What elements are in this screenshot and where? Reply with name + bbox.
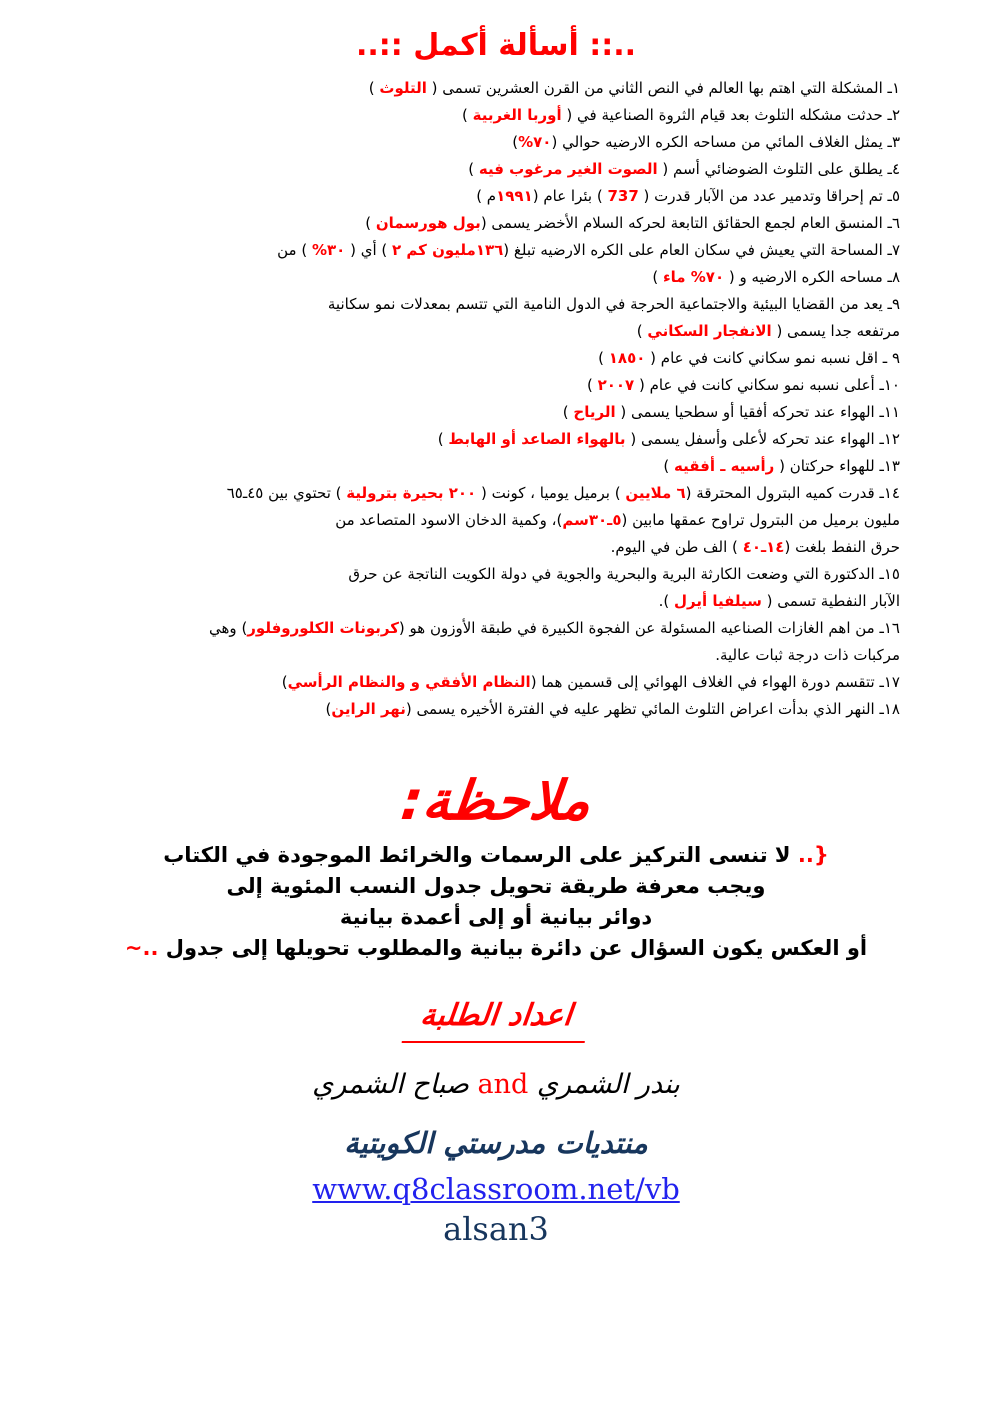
body-text: م ) [476,187,497,205]
body-text: ) برميل يوميا ، كونت ( [476,484,626,502]
body-text: ) [586,376,598,394]
body-text: دوائر بيانية أو إلى أعمدة بيانية [339,905,653,929]
body-text: ) [325,700,332,718]
body-text: ) [652,268,663,286]
answer-text: بول هورسمان [375,214,481,232]
body-text: مرتفعه جدا يسمى ( [771,322,900,340]
body-text: ١ـ المشكلة التي اهتم بها العالم في النص الثاني من القرن العشرين تسمى ( [426,79,900,97]
text-line [30,534,900,561]
text-line [30,156,900,183]
body-text: ). [658,592,675,610]
text-line [30,102,900,129]
body-text: بندر الشمري [528,1069,680,1100]
forum-url-link[interactable]: www.q8classroom.net/vb [312,1172,680,1206]
questions-list [0,63,992,723]
credits-heading [0,998,992,1043]
answer-text: رأسيه ـ أفقيه [674,457,775,475]
body-text: ) تحتوي بين ٤٥ـ٦٥ [226,484,347,502]
answer-text: كربونات الكلوروفلور [247,619,399,637]
body-text: ١١ـ الهواء عند تحركه أفقيا أو سطحيا يسمى ( [615,403,900,421]
answer-text: التلوث [379,79,427,97]
body-text: ١٣ـ للهواء حركتان ( [774,457,900,475]
credits-heading-text: اعداد الطلبة [402,998,590,1043]
body-text: ) أي ( [345,241,392,259]
body-text: ٩ـ يعد من القضايا البيئية والاجتماعية الحرجة في الدول النامية التي تتسم بمعدلات نمو سكانية [327,295,900,313]
answer-text: ٢٠٠ بحيرة بترولية [346,484,477,502]
body-text: ) [281,673,288,691]
text-line [30,210,900,237]
body-text: ٢ـ حدثت مشكله التلوث بعد قيام الثروة الصناعية في ( [561,106,900,124]
answer-text: الرياح [573,403,616,421]
body-text: ) [562,403,574,421]
body-text: ) من [277,241,312,259]
answer-text: ..~ [124,936,159,960]
body-text: ) [461,106,473,124]
answer-text: أوربا الغربية [472,106,562,124]
signature-text: alsan3 [443,1210,549,1248]
body-text: ) بئرا عام ( [532,187,608,205]
body-text: ) وهي [209,619,248,637]
text-line [30,129,900,156]
body-text: أو العكس يكون السؤال عن دائرة بيانية والمطلوب تحويلها إلى جدول [158,936,868,960]
answer-text: نهر الراين [331,700,406,718]
text-line [30,291,900,318]
text-line [30,669,900,696]
body-text: ويجب معرفة طريقة تحويل جدول النسب المئوية إلى [226,874,766,898]
text-line [30,426,900,453]
body-text: لا تنسى التركيز على الرسمات والخرائط الموجودة في الكتاب [163,843,791,867]
answer-text: {.. [790,843,829,867]
body-text: ٥ـ تم إحراقا وتدمير عدد من الآبار قدرت ( [638,187,900,205]
answer-text: 737 [607,187,639,205]
body-text: ) [636,322,648,340]
note-calligraphy-heading [0,769,992,832]
body-text: ) [365,214,376,232]
body-text: ) [437,430,449,448]
text-line [30,480,900,507]
body-text: ) [468,160,479,178]
text-line [30,615,900,642]
page-title: ..:: أسألة أكمل ::.. [355,28,637,63]
note-heading-text: ملاحظة: [398,769,594,832]
body-text: ١٧ـ تتقسم دورة الهواء في الغلاف الهوائي إلى قسمين هما ( [530,673,900,691]
body-text: صباح الشمري [312,1069,478,1100]
text-line [0,840,992,871]
body-text: )، وكمية الدخان الاسود المتصاعد من [335,511,563,529]
body-text: ١٨ـ النهر الذي بدأت اعراض التلوث المائي تظهر عليه في الفترة الأخيره يسمى ( [405,700,900,718]
answer-text: الصوت الغير مرغوب فيه [478,160,658,178]
text-line [30,642,900,669]
body-text: ) [512,133,519,151]
body-text: ١٤ـ قدرت كميه البترول المحترقة ( [685,484,900,502]
body-text: الآبار النفطية تسمى ( [761,592,900,610]
body-text: مركبات ذات درجة ثبات عالية. [715,646,900,664]
answer-text: and [477,1069,529,1100]
body-text: ٧ـ المساحة التي يعيش في سكان العام على الكره الارضيه تبلغ ( [503,241,900,259]
body-text: ٣ـ يمثل الغلاف المائي من مساحه الكره الارضيه حوالي ( [551,133,900,151]
body-text: ١٦ـ من اهم الغازات الصناعيه المسئولة عن الفجوة الكبيرة في طبقة الأوزون هو ( [398,619,900,637]
body-text: ٩ ـ اقل نسبه نمو سكاني كانت في عام ( [645,349,900,367]
answer-text: بالهواء الصاعد أو الهابط [448,430,626,448]
body-text: ١٠ـ أعلى نسبه نمو سكاني كانت في عام ( [634,376,900,394]
answer-text: النظام الأفقي و والنظام الرأسي [287,673,531,691]
body-text: ٨ـ مساحه الكره الارضيه و ( [724,268,900,286]
answer-text: ١٣٦مليون كم ٢ [392,241,504,259]
text-line [30,507,900,534]
answer-text: ٣٠% [311,241,346,259]
answer-text: ١٨٥٠ [608,349,646,367]
forum-name: منتديات مدرستي الكويتية [344,1126,648,1160]
text-line [30,318,900,345]
text-line [30,237,900,264]
text-line [30,561,900,588]
text-line [30,183,900,210]
text-line [30,345,900,372]
body-text: ١٥ـ الدكتورة التي وضعت الكارثة البرية والبحرية والجوية في دولة الكويت الناتجة عن حرق [348,565,900,583]
body-text: ١٢ـ الهواء عند تحركه لأعلى وأسفل يسمى ( [625,430,900,448]
body-text: حرق النفط بلغت ( [784,538,900,556]
answer-text: ٧٠% [518,133,552,151]
body-text: ) [663,457,675,475]
answer-text: ٦ ملايين [625,484,686,502]
text-line [0,902,992,933]
text-line [0,933,992,964]
text-line [0,871,992,902]
text-line [30,588,900,615]
text-line [30,372,900,399]
text-line [30,453,900,480]
answer-text: ١٩٩١ [496,187,533,205]
answer-text: ٥ـ٣٠سم [562,511,622,529]
text-line [30,264,900,291]
answer-text: ٧٠% ماء [662,268,725,286]
answer-text: سيلفيا أيرل [674,592,762,610]
answer-text: ٢٠٠٧ [597,376,635,394]
body-text: ٦ـ المنسق العام لجمع الحقائق التابعة لحركه السلام الأخضر يسمى ( [480,214,900,232]
note-body [0,840,992,964]
body-text: ٤ـ يطلق على التلوث الضوضائي أسم ( [657,160,900,178]
authors-line [0,1069,992,1100]
text-line [30,696,900,723]
text-line [30,75,900,102]
body-text: ) الف طن في اليوم. [610,538,743,556]
text-line [0,1069,992,1100]
body-text: ) [598,349,609,367]
body-text: مليون برميل من البترول تراوح عمقها مابين ( [621,511,900,529]
body-text: ) [368,79,380,97]
answer-text: الانفجار السكاني [647,322,772,340]
text-line [30,399,900,426]
answer-text: ١٤ـ٤٠ [742,538,785,556]
